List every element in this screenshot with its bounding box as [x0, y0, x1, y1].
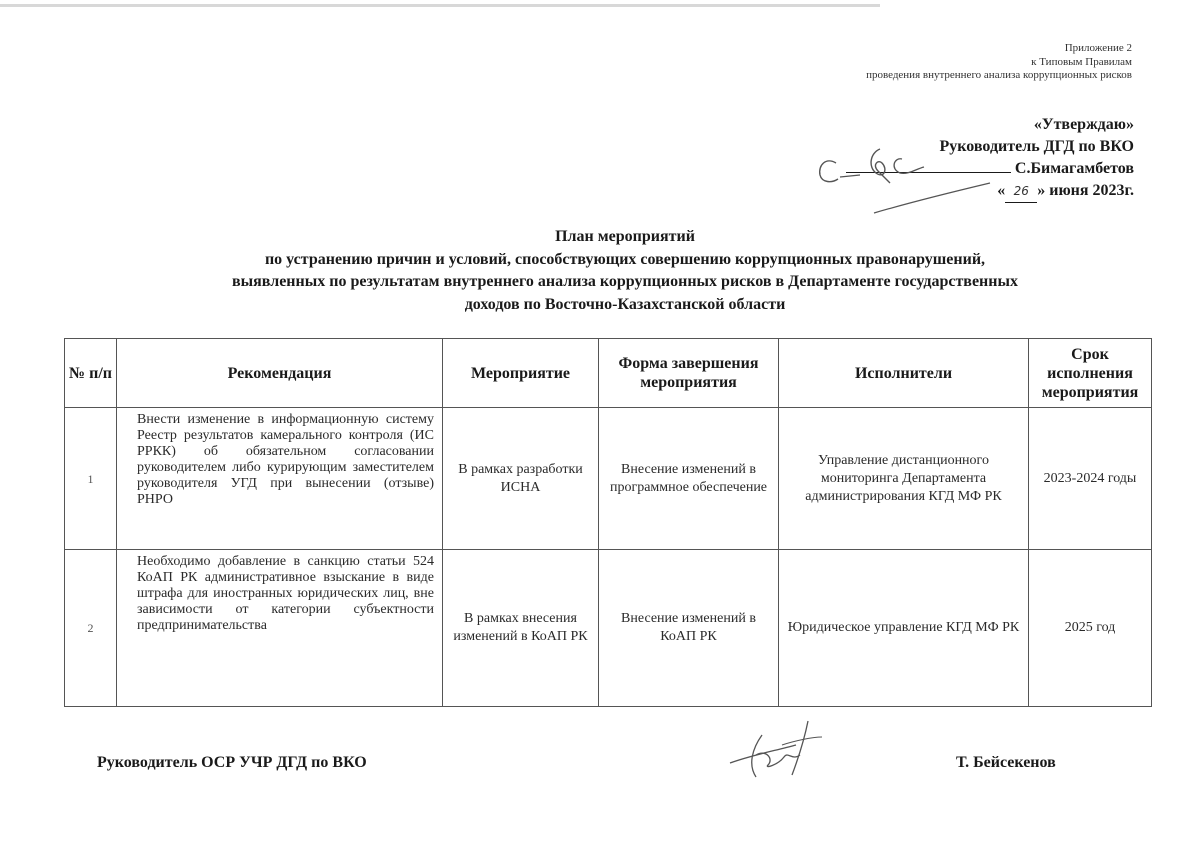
- row-deadline: 2025 год: [1029, 550, 1152, 707]
- annex-note: [866, 42, 1132, 83]
- header-num: № п/п: [65, 339, 117, 408]
- title-line-1: План мероприятий: [555, 228, 695, 245]
- footer-name: Т. Бейсекенов: [956, 754, 1056, 771]
- document-title: [100, 226, 1150, 316]
- row-form: Внесение изменений в программное обеспечение: [599, 408, 779, 550]
- annex-line-2: к Типовым Правилам: [1031, 55, 1132, 68]
- date-suffix: » июня 2023г.: [1037, 182, 1134, 199]
- header-executors: Исполнители: [779, 339, 1029, 408]
- row-deadline: 2023-2024 годы: [1029, 408, 1152, 550]
- title-line-4: доходов по Восточно-Казахстанской области: [464, 295, 786, 313]
- header-measure: Мероприятие: [443, 339, 599, 408]
- table-row: [65, 408, 1152, 550]
- row-executors: Юридическое управление КГД МФ РК: [779, 550, 1029, 707]
- header-deadline: Срок исполнения мероприятия: [1029, 339, 1152, 408]
- measures-table: [64, 338, 1152, 707]
- row-recommendation: Внести изменение в информационную систему Реестр результатов камерального контроля (ИС РРКК) об обязательном согласовании руководителем либо курирующим заместителем руководителя УГД при вынесении (отзыве) РНРО: [117, 408, 443, 550]
- footer-signature-icon: [722, 715, 832, 785]
- row-num: 1: [65, 408, 117, 550]
- title-line-2: по устранению причин и условий, способствующих совершению коррупционных правонарушений,: [264, 250, 986, 268]
- header-form: Форма завершения мероприятия: [599, 339, 779, 408]
- approval-name: С.Бимагамбетов: [1014, 160, 1134, 177]
- header-recommendation: Рекомендация: [117, 339, 443, 408]
- row-num: 2: [65, 550, 117, 707]
- row-form: Внесение изменений в КоАП РК: [599, 550, 779, 707]
- title-line-3: выявленных по результатам внутреннего анализа коррупционных рисков в Департаменте государственных: [232, 273, 1018, 290]
- annex-line-1: Приложение 2: [1064, 42, 1132, 54]
- table-header-row: [65, 339, 1152, 408]
- date-prefix: «: [997, 182, 1006, 199]
- date-day: 26: [1005, 180, 1037, 203]
- scan-edge-line: [0, 4, 880, 7]
- row-executors: Управление дистанционного мониторинга Департамента администрирования КГД МФ РК: [779, 408, 1029, 550]
- approval-heading: «Утверждаю»: [1033, 116, 1134, 133]
- annex-line-3: проведения внутреннего анализа коррупционных рисков: [866, 69, 1132, 81]
- approval-signature-icon: [798, 143, 1018, 233]
- footer-position: Руководитель ОСР УЧР ДГД по ВКО: [97, 754, 367, 771]
- approval-position: Руководитель ДГД по ВКО: [939, 138, 1134, 155]
- row-measure: В рамках внесения изменений в КоАП РК: [443, 550, 599, 707]
- table-row: [65, 550, 1152, 707]
- row-measure: В рамках разработки ИСНА: [443, 408, 599, 550]
- row-recommendation: Необходимо добавление в санкцию статьи 524 КоАП РК административное взыскание в виде штрафа для иностранных юридических лиц, вне зависимости от категории субъектности предпринимательства: [117, 550, 443, 707]
